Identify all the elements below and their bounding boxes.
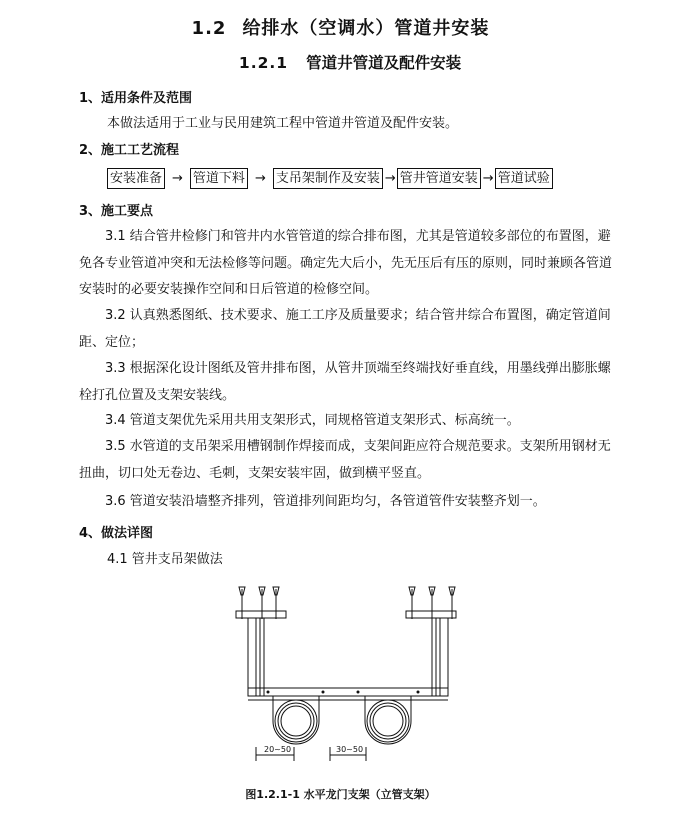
- flow-step-5: 管道试验: [495, 168, 553, 189]
- point-3-3-text: 3.3 根据深化设计图纸及管井排布图，从管井顶端至终端找好垂直线，用墨线弹出膨胀螺栓打孔位置及支架安装线。: [79, 361, 611, 403]
- flow-arrow-icon: →: [172, 170, 183, 186]
- flow-step-4: 管井管道安装: [397, 168, 481, 189]
- heading-key-points: 3、施工要点: [79, 204, 154, 219]
- flow-step-2: 管道下料: [190, 168, 248, 189]
- point-3-6-text: 3.6 管道安装沿墙整齐排列，管道排列间距均匀，各管道管件安装整齐划一。: [105, 494, 546, 509]
- point-3-4: [79, 408, 619, 435]
- flow-arrow-icon: →: [254, 170, 266, 186]
- section-title: [0, 51, 681, 73]
- process-flow: [107, 167, 553, 189]
- page-title: [0, 14, 681, 40]
- dimension-right: 30~50: [336, 745, 364, 754]
- point-3-3: [79, 356, 619, 409]
- figure-caption: 图1.2.1-1 水平龙门支架（立管支架）: [245, 788, 436, 801]
- top-plate-left: [236, 611, 286, 618]
- section-title-text: 管道井管道及配件安装: [306, 54, 462, 72]
- left-channel: [248, 618, 256, 696]
- point-3-2: [79, 303, 619, 356]
- dimension-left: 20~50: [264, 745, 292, 754]
- right-channel: [440, 618, 448, 696]
- point-3-2-text: 3.2 认真熟悉图纸、技术要求、施工工序及质量要求；结合管井综合布置图，确定管道间距、定位；: [79, 308, 611, 350]
- subheading-support: 4.1 管井支吊架做法: [107, 552, 223, 567]
- point-3-1: [79, 224, 619, 304]
- point-3-5-text: 3.5 水管道的支吊架采用槽钢制作焊接而成，支架间距应符合规范要求。支架所用钢材无扭曲，切口处无卷边、毛刺，支架安装牢固，做到横平竖直。: [79, 439, 611, 481]
- point-3-4-text: 3.4 管道支架优先采用共用支架形式，同规格管道支架形式、标高统一。: [105, 413, 520, 428]
- bracket-drawing: [228, 583, 468, 778]
- flow-arrow-icon: →: [482, 170, 494, 186]
- scope-text: 本做法适用于工业与民用建筑工程中管道井管道及配件安装。: [107, 116, 459, 131]
- page-title-text: 给排水（空调水）管道井安装: [242, 18, 490, 39]
- flow-step-3: 支吊架制作及安装: [273, 168, 383, 189]
- flow-arrow-icon: →: [384, 170, 396, 186]
- point-3-5: [79, 434, 619, 487]
- top-plate-right: [406, 611, 456, 618]
- heading-scope: 1、适用条件及范围: [79, 91, 193, 106]
- heading-detail-drawings: 4、做法详图: [79, 526, 154, 541]
- point-3-6: [79, 489, 619, 516]
- heading-process-flow: 2、施工工艺流程: [79, 143, 180, 158]
- point-3-1-text: 3.1 结合管井检修门和管井内水管管道的综合排布图，尤其是管道较多部位的布置图，避免各专业管道冲突和无法检修等问题。确定先大后小，先无压后有压的原则，同时兼顾各管道安装时的必要安装操作空间和日后管道的检修空间。: [79, 229, 613, 297]
- page-title-number: 1.2: [191, 18, 227, 39]
- section-title-number: 1.2.1: [238, 54, 289, 72]
- flow-step-1: 安装准备: [107, 168, 165, 189]
